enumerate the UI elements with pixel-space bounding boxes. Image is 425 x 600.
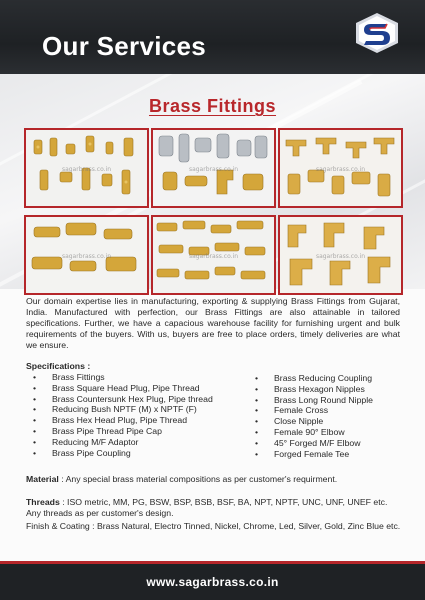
list-item: • Brass Pipe Coupling (33, 447, 131, 458)
company-logo-icon (354, 12, 400, 54)
threads-text: : ISO metric, MM, PG, BSW, BSP, BSB, BSF, BA, NPT, NPTF, UNC, UNF, UNEF etc. Any threads as per customer's design. (26, 497, 388, 518)
list-item: • Brass Fittings (33, 372, 105, 382)
specifications-left-list (26, 372, 213, 458)
page-title: Our Services (42, 31, 207, 61)
specifications-heading: Specifications : (26, 361, 91, 371)
list-item: • Reducing Bush NPTF (M) x NPTF (F) (33, 404, 197, 415)
list-item: • Brass Hexagon Nipples (255, 383, 365, 394)
photo-watermark: sagarbrass.co.in (315, 166, 366, 173)
footer-bar (0, 564, 425, 600)
product-photo-1 (24, 128, 149, 208)
section-title (0, 96, 425, 117)
intro-paragraph: Our domain expertise lies in manufacturing, exporting & supplying Brass Fittings from Gujarat, India. Manufactured with perfection, our Brass Fittings are also attainable in tailored specifications. Further, we have a capacious warehouse facility for furnishing urgent and bulk requirements of the buyers. With us, buyers are free to place orders, timely deliveries are what we ensure. (26, 296, 400, 350)
list-item: • Female Cross (255, 405, 329, 416)
photo-watermark: sagarbrass.co.in (61, 166, 112, 173)
list-item: • Female 90° Elbow (255, 426, 345, 437)
list-item: • Reducing M/F Adaptor (33, 436, 139, 447)
material-label: Material (26, 474, 59, 484)
product-photo-3 (278, 128, 403, 208)
material-text: : Any special brass material compositions as per customer's requirment. (61, 474, 338, 484)
photo-watermark: sagarbrass.co.in (188, 253, 239, 260)
list-item: • 45° Forged M/F Elbow (255, 437, 361, 448)
photo-watermark: sagarbrass.co.in (315, 253, 366, 260)
list-item: • Brass Pipe Thread Pipe Cap (33, 425, 162, 436)
threads-label: Threads (26, 497, 60, 507)
list-item: • Brass Reducing Coupling (255, 373, 373, 383)
specifications-right-list (248, 373, 373, 459)
material-note (26, 474, 406, 485)
product-photo-5 (151, 215, 276, 295)
product-photo-4 (24, 215, 149, 295)
product-photo-2 (151, 128, 276, 208)
threads-note (26, 497, 404, 519)
header-bar (0, 0, 425, 74)
photo-watermark: sagarbrass.co.in (61, 253, 112, 260)
list-item: • Brass Long Round Nipple (255, 394, 374, 405)
photo-watermark: sagarbrass.co.in (188, 166, 239, 173)
finish-note: Finish & Coating : Brass Natural, Electro Tinned, Nickel, Chrome, Led, Silver, Gold, Zinc Blue etc. (26, 521, 401, 531)
list-item: • Forged Female Tee (255, 448, 350, 459)
list-item: • Brass Countersunk Hex Plug, Pipe thread (33, 393, 213, 404)
specifications-section (26, 361, 406, 459)
section-title-text: Brass Fittings (148, 96, 277, 116)
website-link[interactable]: www.sagarbrass.co.in (146, 575, 279, 589)
list-item: • Brass Hex Head Plug, Pipe Thread (33, 415, 188, 426)
product-photo-6 (278, 215, 403, 295)
list-item: • Brass Square Head Plug, Pipe Thread (33, 382, 200, 393)
list-item: • Close Nipple (255, 416, 324, 427)
